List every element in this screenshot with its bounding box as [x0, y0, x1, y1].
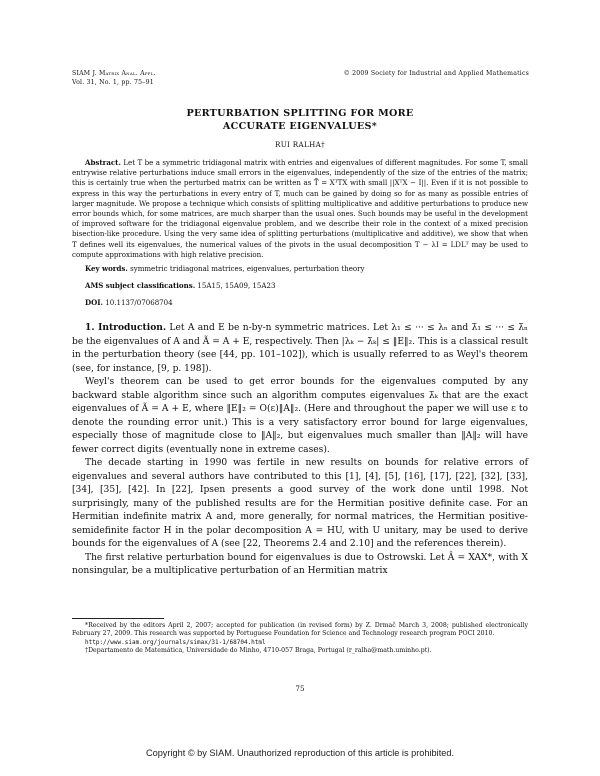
section-introduction — [72, 321, 528, 579]
title-line-1: PERTURBATION SPLITTING FOR MORE — [186, 108, 414, 119]
abstract — [72, 158, 528, 260]
title-line-2: ACCURATE EIGENVALUES* — [222, 120, 378, 132]
keywords-text: symmetric tridiagonal matrices, eigenvalues, perturbation theory — [130, 264, 365, 273]
doi-label: DOI. — [85, 298, 103, 307]
intro-paragraph-2: Weyl's theorem can be used to get error bounds for the eigenvalues computed by any backward stable algorithm since such an algorithm computes eigenvalues λ̃ₖ that are the exact eigenvalues of Ã = A + E, where ‖E‖₂ = O(ε)‖A‖₂. (Here and throughout the paper we will use ε to denote the rounding error unit.) This is a very satisfactory error bound for large eigenvalues, especially those of magnitude close to ‖A‖₂, but eigenvalues much smaller than ‖A‖₂ will have fewer correct digits (eventually none in extreme cases). — [72, 377, 528, 455]
footnotes — [72, 622, 528, 656]
keywords-label: Key words. — [85, 264, 128, 273]
intro-paragraph-3: The decade starting in 1990 was fertile in new results on bounds for relative errors of eigenvalues and several authors have contributed to this [1], [4], [5], [16], [17], [22], [32], [33], [34], [35], [42]. In [22], Ipsen presents a good survey of the work done until 1998. Not surprisingly, many of the published results are for the Hermitian positive definite case. For an Hermitian indefinite matrix A and, more generally, for normal matrices, the Hermitian positive-semidefinite factor H in the polar decomposition A = HU, with U unitary, may be used to derive bounds for the eigenvalues of A (see [22, Theorems 2.4 and 2.10] and the references therein). — [72, 458, 528, 549]
footnote-url[interactable]: http://www.siam.org/journals/simax/31-1/68704.html — [85, 638, 266, 646]
journal-volume: Vol. 31, No. 1, pp. 75–91 — [72, 78, 154, 86]
author: RUI RALHA† — [274, 140, 326, 149]
copyright-line: © 2009 Society for Industrial and Applied Mathematics — [343, 70, 529, 77]
abstract-label: Abstract. — [85, 158, 121, 167]
intro-paragraph-1: Let A and E be n-by-n symmetric matrices. Let λ₁ ≤ ··· ≤ λₙ and λ̃₁ ≤ ··· ≤ λ̃ₙ be the eigenvalues of A and Ã = A + E, respectively. Then |λₖ − λ̃ₖ| ≤ ‖E‖₂. This is a classical result in the perturbation theory (see [44, pp. 101–102]), which is usually referred to as Weyl's theorem (see, for instance, [9, p. 198]). — [72, 323, 528, 374]
intro-paragraph-4: The first relative perturbation bound for eigenvalues is due to Ostrowski. Let Â = XAX*, with X nonsingular, be a multiplicative perturbation of an Hermitian matrix — [72, 552, 528, 576]
ams-label: AMS subject classifications. — [85, 281, 196, 290]
journal-info — [72, 70, 156, 87]
footnote-received: *Received by the editors April 2, 2007; accepted for publication (in revised form) by Z. Drmač March 3, 2008; published electronically February 27, 2009. This research was supported by Portuguese Foundation for Science and Technology research program POCI 2010. — [72, 622, 528, 638]
paper-title — [0, 108, 600, 133]
doi-text: 10.1137/07068704 — [105, 298, 173, 307]
doi — [72, 298, 528, 308]
footnote-rule — [72, 618, 164, 619]
ams-classifications — [72, 281, 528, 291]
ams-text: 15A15, 15A09, 15A23 — [197, 281, 276, 290]
page-number: 75 — [295, 684, 305, 693]
abstract-text: Let T be a symmetric tridiagonal matrix with entries and eigenvalues of different magnitudes. For some T, small entrywise relative perturbations induce small errors in the eigenvalues, independently of the size of the entries of the matrix; this is certainly true when the perturbed matrix can be written as T̃ = XᵀTX with small ||XᵀX − I||. Even if it is not possible to express in this way the perturbations in every entry of T, much can be gained by doing so for as many as possible entries of larger magnitude. We propose a technique which consists of splitting multiplicative and additive perturbations to produce new error bounds which, for some matrices, are much sharper than the usual ones. Such bounds may be useful in the development of improved software for the tridiagonal eigenvalue problem, and we describe their role in the context of a mixed precision bisection-like procedure. Using the very same idea of splitting perturbations (multiplicative and additive), we show that when T defines well its eigenvalues, the numerical values of the pivots in the usual decomposition T − λI = LDLᵀ may be used to compute approximations with high relative precision. — [72, 158, 528, 259]
keywords — [72, 264, 528, 274]
footnote-affiliation: †Departamento de Matemática, Universidade do Minho, 4710-057 Braga, Portugal (r_ralha@math.uminho.pt). — [85, 647, 432, 655]
journal-name: SIAM J. Matrix Anal. Appl. — [72, 70, 156, 77]
copyright-notice: Copyright © by SIAM. Unauthorized reproduction of this article is prohibited. — [145, 748, 455, 758]
section-heading: 1. Introduction. — [85, 322, 167, 333]
